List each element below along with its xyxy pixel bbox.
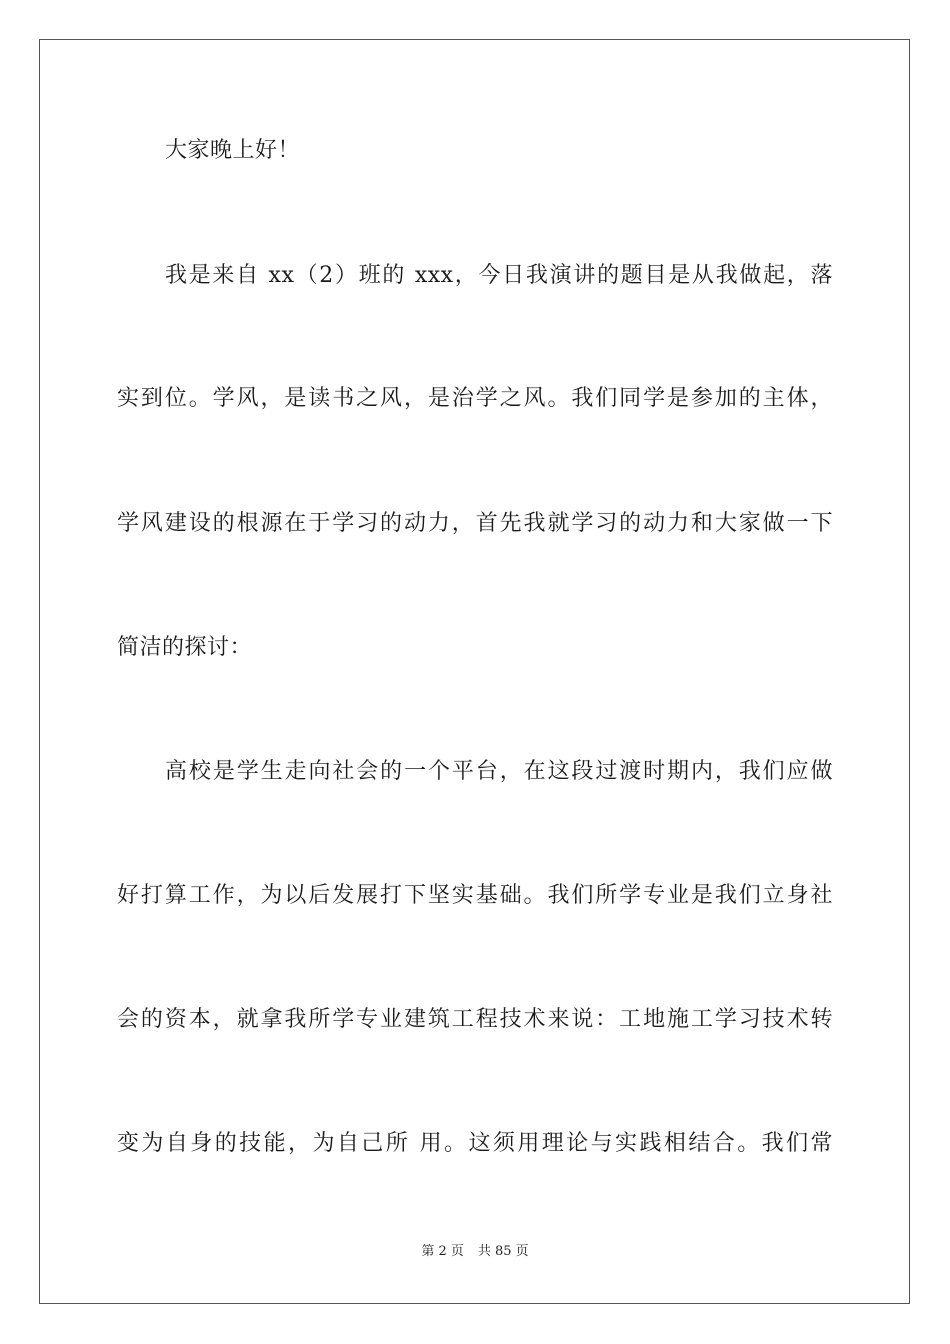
page-footer bbox=[0, 1243, 950, 1261]
page-number: 第 2 页 bbox=[421, 1244, 464, 1259]
paragraph-2-line-2: 好打算工作，为以后发展打下坚实基础。我们所学专业是我们立身社 bbox=[117, 883, 833, 908]
paragraph-2-line-1: 高校是学生走向社会的一个平台，在这段过渡时期内，我们应做 bbox=[165, 759, 833, 784]
greeting-line: 大家晚上好！ bbox=[165, 138, 301, 163]
paragraph-2-line-4: 变为自身的技能，为自己所 用。这须用理论与实践相结合。我们常 bbox=[117, 1131, 833, 1156]
paragraph-1-line-1: 我是来自 xx（2）班的 xxx，今日我演讲的题目是从我做起，落 bbox=[165, 263, 833, 288]
page-border bbox=[39, 39, 910, 1304]
paragraph-1-line-4: 简洁的探讨： bbox=[117, 635, 253, 660]
total-pages: 共 85 页 bbox=[477, 1244, 529, 1259]
paragraph-1-line-3: 学风建设的根源在于学习的动力，首先我就学习的动力和大家做一下 bbox=[117, 511, 833, 536]
paragraph-2-line-3: 会的资本，就拿我所学专业建筑工程技术来说：工地施工学习技术转 bbox=[117, 1007, 833, 1032]
paragraph-1-line-2: 实到位。学风，是读书之风，是治学之风。我们同学是参加的主体， bbox=[117, 386, 833, 411]
